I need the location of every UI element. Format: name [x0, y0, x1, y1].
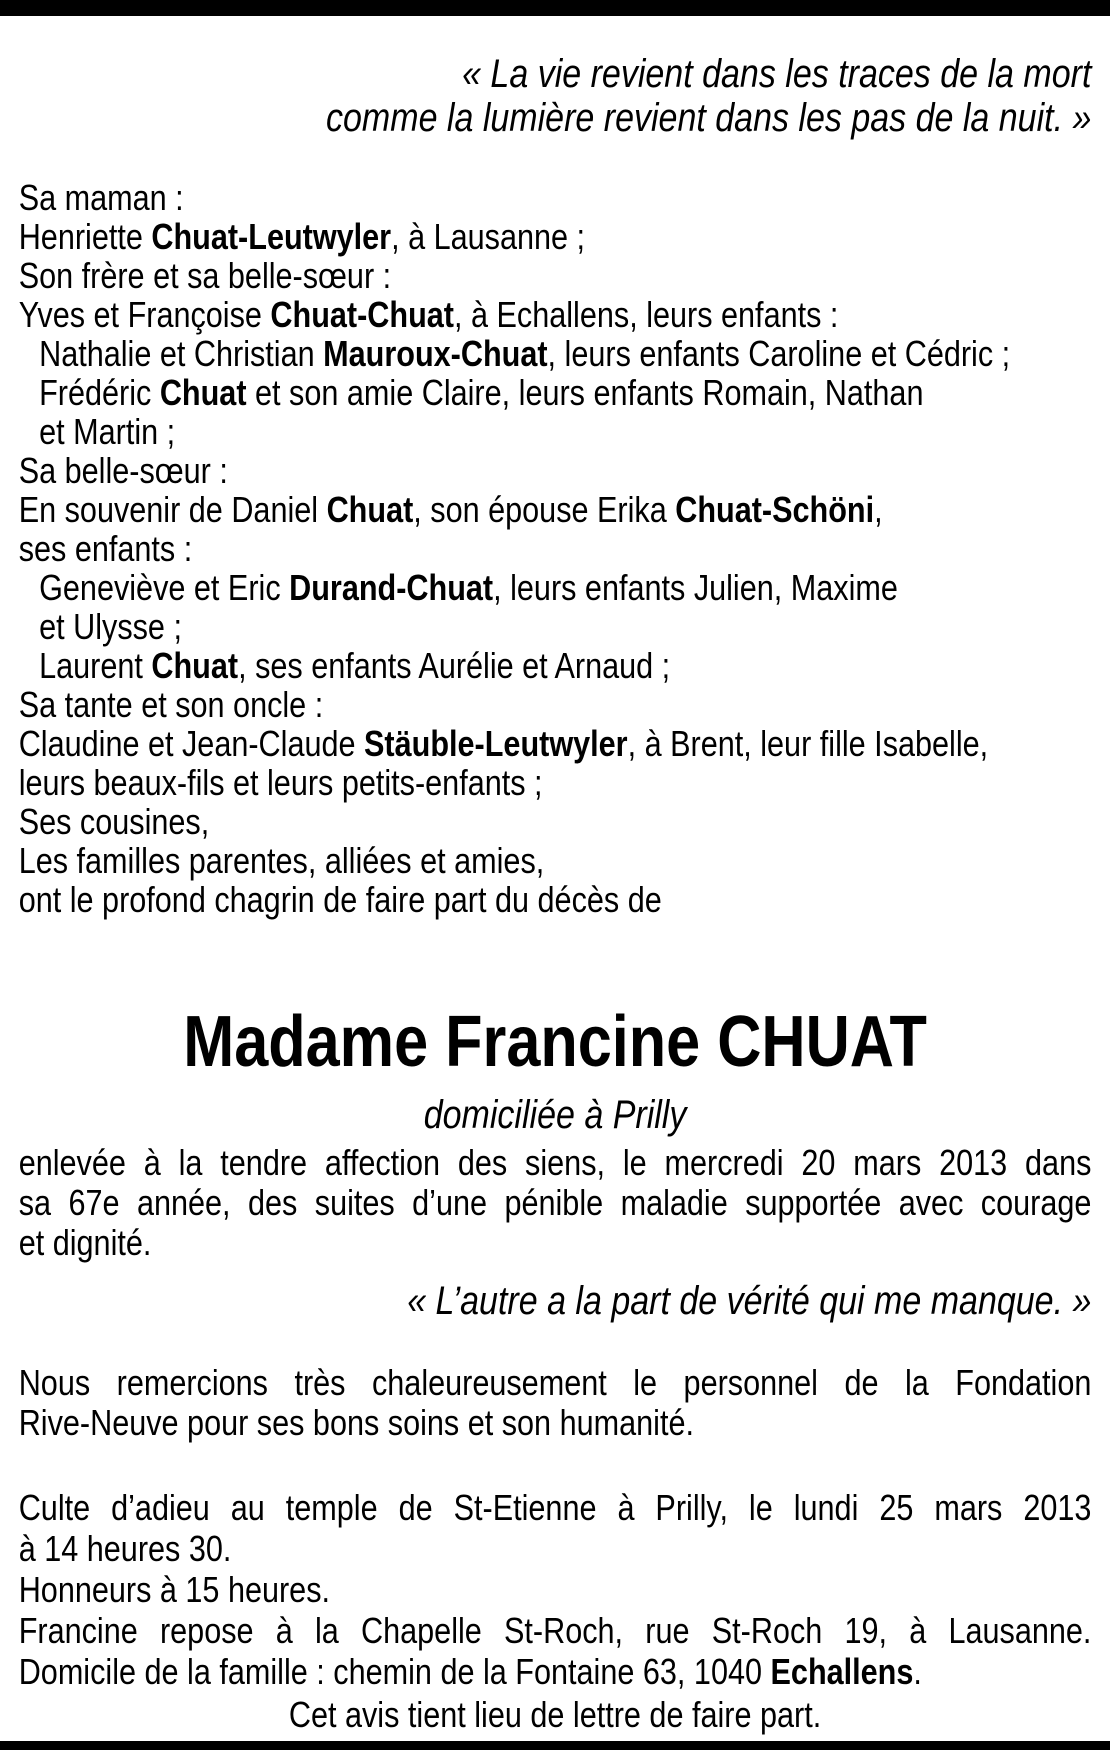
text-segment: Claudine et Jean-Claude: [18, 723, 365, 764]
text-segment: Sa belle-sœur :: [18, 450, 228, 491]
text-segment: et dignité.: [18, 1222, 152, 1263]
text-segment: Henriette: [18, 216, 152, 257]
text-line: [19, 1528, 1092, 1569]
text-segment: Sa tante et son oncle :: [18, 684, 324, 725]
text-line: [19, 295, 1092, 334]
text-line: [19, 529, 1092, 568]
text-line: [19, 607, 1092, 646]
text-line: [19, 334, 1092, 373]
text-line: [19, 1487, 1092, 1528]
text-segment: à 14 heures 30.: [18, 1528, 232, 1569]
text-segment: Laurent: [39, 645, 152, 686]
text-line: [19, 1183, 1092, 1223]
text-line: [19, 841, 1092, 880]
thanks-paragraph: [19, 1363, 1092, 1443]
text-segment: Nous remercions très chaleureusement le personnel de la Fondation: [18, 1362, 1092, 1403]
text-segment: et Ulysse ;: [39, 606, 182, 647]
text-line: [19, 1569, 1092, 1610]
text-line: [19, 178, 1092, 217]
text-segment: Frédéric: [39, 372, 160, 413]
text-segment: Sa maman :: [18, 177, 184, 218]
text-segment: ,: [874, 489, 883, 530]
text-line: [19, 256, 1092, 295]
family-name-bold: Chuat: [326, 489, 414, 530]
text-line: [19, 1403, 1092, 1443]
opening-quote: [19, 52, 1092, 140]
text-segment: ses enfants :: [18, 528, 193, 569]
text-segment: Ses cousines,: [18, 801, 210, 842]
text-line: [19, 646, 1092, 685]
opening-quote-line-1: « La vie revient dans les traces de la mort: [462, 52, 1092, 96]
text-segment: Francine repose à la Chapelle St-Roch, rue St-Roch 19, à Lausanne.: [18, 1610, 1092, 1651]
text-segment: , à Brent, leur fille Isabelle,: [627, 723, 989, 764]
text-line: [19, 490, 1092, 529]
text-line: [19, 1363, 1092, 1403]
text-segment: ont le profond chagrin de faire part du décès de: [18, 879, 662, 920]
ceremony-details: [19, 1487, 1092, 1692]
opening-quote-line-2: comme la lumière revient dans les pas de la nuit. »: [326, 96, 1092, 140]
text-segment: , à Echallens, leurs enfants :: [453, 294, 839, 335]
bottom-border-bar: [0, 1741, 1110, 1750]
text-line: [19, 568, 1092, 607]
text-line: [19, 880, 1092, 919]
closing-line: Cet avis tient lieu de lettre de faire part.: [288, 1694, 822, 1735]
notice-body: [0, 52, 1110, 1736]
text-line: [19, 1610, 1092, 1651]
text-segment: , leurs enfants Julien, Maxime: [493, 567, 898, 608]
text-line: [19, 373, 1092, 412]
top-border-bar: [0, 0, 1110, 16]
text-segment: .: [913, 1651, 922, 1692]
text-segment: , son épouse Erika: [413, 489, 676, 530]
text-segment: Les familles parentes, alliées et amies,: [18, 840, 545, 881]
second-quote: « L’autre a la part de vérité qui me manque. »: [407, 1279, 1092, 1323]
text-segment: Culte d’adieu au temple de St-Etienne à Prilly, le lundi 25 mars 2013: [18, 1487, 1092, 1528]
text-line: [19, 724, 1092, 763]
text-segment: Geneviève et Eric: [39, 567, 290, 608]
text-segment: Domicile de la famille : chemin de la Fontaine 63, 1040: [18, 1651, 771, 1692]
text-line: [19, 451, 1092, 490]
text-line: [19, 1143, 1092, 1183]
text-segment: Nathalie et Christian: [39, 333, 324, 374]
family-list: [19, 178, 1092, 919]
family-name-bold: Chuat-Chuat: [270, 294, 454, 335]
deceased-name: Madame Francine CHUAT: [183, 1002, 927, 1082]
text-segment: Son frère et sa belle-sœur :: [18, 255, 392, 296]
family-name-bold: Chuat-Leutwyler: [151, 216, 392, 257]
family-name-bold: Chuat-Schöni: [675, 489, 875, 530]
text-segment: et son amie Claire, leurs enfants Romain, Nathan: [246, 372, 924, 413]
text-line: [19, 412, 1092, 451]
text-segment: , à Lausanne ;: [391, 216, 586, 257]
family-name-bold: Chuat: [159, 372, 247, 413]
family-name-bold: Durand-Chuat: [289, 567, 494, 608]
text-segment: Rive-Neuve pour ses bons soins et son humanité.: [18, 1402, 694, 1443]
family-name-bold: Mauroux-Chuat: [323, 333, 548, 374]
text-line: [19, 685, 1092, 724]
family-name-bold: Echallens: [770, 1651, 914, 1692]
text-line: [19, 1651, 1092, 1692]
death-announcement: [19, 1143, 1092, 1263]
text-line: [19, 217, 1092, 256]
text-segment: , ses enfants Aurélie et Arnaud ;: [238, 645, 671, 686]
text-segment: enlevée à la tendre affection des siens, le mercredi 20 mars 2013 dans: [18, 1142, 1092, 1183]
text-segment: leurs beaux-fils et leurs petits-enfants ;: [18, 762, 543, 803]
text-line: [19, 763, 1092, 802]
family-name-bold: Chuat: [151, 645, 239, 686]
family-name-bold: Stäuble-Leutwyler: [364, 723, 628, 764]
text-segment: Yves et Françoise: [18, 294, 271, 335]
text-segment: , leurs enfants Caroline et Cédric ;: [547, 333, 1011, 374]
residence-line: domiciliée à Prilly: [423, 1093, 687, 1137]
text-segment: Honneurs à 15 heures.: [18, 1569, 331, 1610]
text-segment: En souvenir de Daniel: [18, 489, 327, 530]
text-line: [19, 1223, 1092, 1263]
text-segment: et Martin ;: [39, 411, 176, 452]
text-segment: sa 67e année, des suites d’une pénible maladie supportée avec courage: [18, 1182, 1092, 1223]
text-line: [19, 802, 1092, 841]
